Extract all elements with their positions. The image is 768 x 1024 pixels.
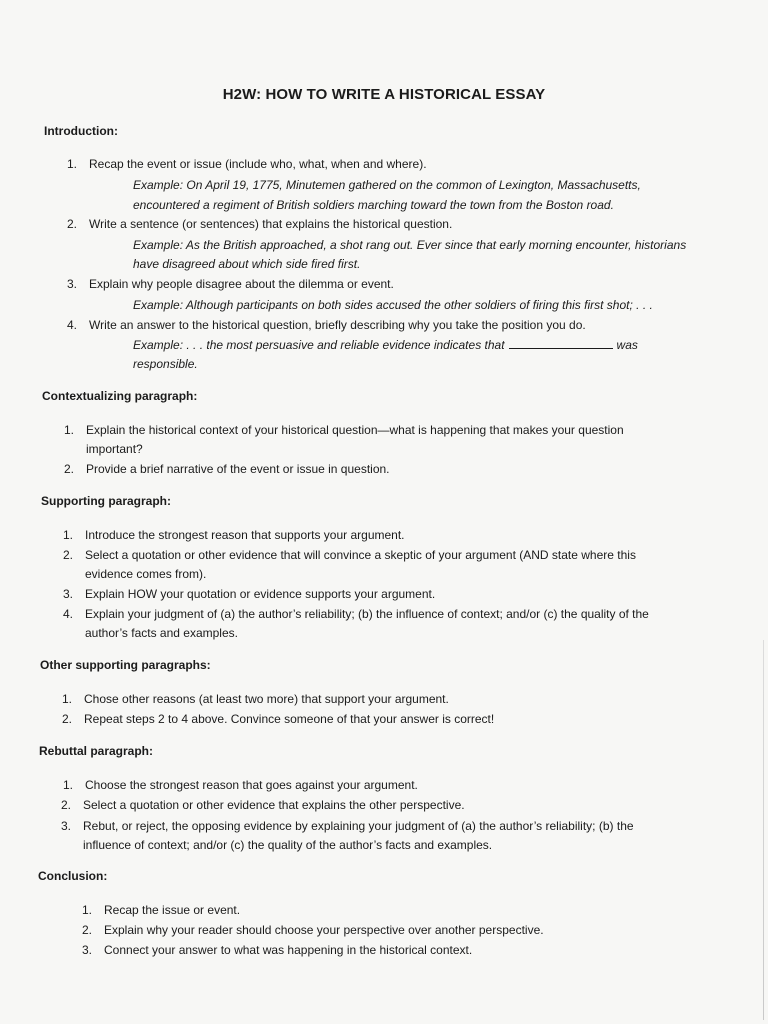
list-number: 1. bbox=[62, 692, 73, 706]
list-text: Recap the event or issue (include who, what, when and where). bbox=[89, 157, 427, 171]
list-number: 3. bbox=[67, 277, 78, 291]
list-text: influence of context; and/or (c) the quality of the author’s facts and examples. bbox=[83, 838, 493, 852]
rebuttal-item-1 bbox=[63, 776, 725, 795]
list-text: Repeat steps 2 to 4 above. Convince someone of that your answer is correct! bbox=[84, 712, 495, 726]
answer-blank bbox=[509, 337, 613, 349]
page-edge-shadow bbox=[763, 640, 764, 1020]
list-text: Write an answer to the historical question, briefly describing why you take the position you do. bbox=[89, 318, 586, 332]
list-text: Explain why people disagree about the dilemma or event. bbox=[89, 277, 394, 291]
list-text: Choose the strongest reason that goes against your argument. bbox=[85, 778, 418, 792]
rebuttal-item-3 bbox=[61, 817, 755, 855]
list-number: 2. bbox=[82, 923, 93, 937]
heading-conclusion: Conclusion: bbox=[38, 869, 108, 883]
heading-introduction: Introduction: bbox=[44, 124, 118, 138]
list-text: Write a sentence (or sentences) that explains the historical question. bbox=[89, 217, 453, 231]
other-item-1 bbox=[62, 690, 724, 709]
page-title: H2W: HOW TO WRITE A HISTORICAL ESSAY bbox=[222, 86, 546, 103]
list-text: Chose other reasons (at least two more) that support your argument. bbox=[84, 692, 449, 706]
heading-rebuttal: Rebuttal paragraph: bbox=[39, 744, 154, 758]
heading-supporting: Supporting paragraph: bbox=[41, 494, 171, 508]
example-text: Example: . . . the most persuasive and reliable evidence indicates that bbox=[133, 338, 505, 352]
list-number: 2. bbox=[64, 462, 75, 476]
conclusion-item-1 bbox=[82, 901, 744, 920]
list-text: evidence comes from). bbox=[85, 567, 207, 581]
list-number: 1. bbox=[67, 157, 78, 171]
list-text: Connect your answer to what was happening in the historical context. bbox=[104, 943, 473, 957]
intro-item-1 bbox=[67, 155, 729, 174]
list-text: Rebut, or reject, the opposing evidence by explaining your judgment of (a) the author’s reliability; (b) the bbox=[83, 819, 634, 833]
other-item-2 bbox=[62, 710, 724, 729]
list-number: 2. bbox=[67, 217, 78, 231]
list-number: 3. bbox=[61, 819, 72, 833]
list-text: Select a quotation or other evidence that will convince a skeptic of your argument (AND state where this bbox=[85, 548, 636, 562]
example-line: Example: As the British approached, a shot rang out. Ever since that early morning encounter, historians bbox=[133, 238, 687, 252]
list-number: 3. bbox=[82, 943, 93, 957]
intro-item-4 bbox=[67, 316, 729, 335]
list-text: Explain HOW your quotation or evidence supports your argument. bbox=[85, 587, 436, 601]
example-line bbox=[133, 336, 733, 355]
list-text: Introduce the strongest reason that supports your argument. bbox=[85, 528, 405, 542]
example-line: Example: Although participants on both sides accused the other soldiers of firing this first shot; . . . bbox=[133, 298, 653, 312]
rebuttal-item-2 bbox=[61, 796, 723, 815]
heading-other-supporting: Other supporting paragraphs: bbox=[40, 658, 211, 672]
support-item-4 bbox=[63, 605, 755, 643]
example-line: encountered a regiment of British soldiers marching toward the town from the Boston road. bbox=[133, 198, 614, 212]
support-item-2 bbox=[63, 546, 745, 584]
context-item-2 bbox=[64, 460, 726, 479]
heading-contextualizing: Contextualizing paragraph: bbox=[42, 389, 198, 403]
conclusion-item-3 bbox=[82, 941, 744, 960]
list-text: Select a quotation or other evidence that explains the other perspective. bbox=[83, 798, 465, 812]
list-text: Explain your judgment of (a) the author’s reliability; (b) the influence of context; and/or (c) the quality of the bbox=[85, 607, 649, 621]
list-number: 4. bbox=[63, 607, 74, 621]
list-text: Explain why your reader should choose your perspective over another perspective. bbox=[104, 923, 544, 937]
support-item-1 bbox=[63, 526, 725, 545]
list-text: Provide a brief narrative of the event or issue in question. bbox=[86, 462, 390, 476]
list-text: Recap the issue or event. bbox=[104, 903, 241, 917]
list-text: Explain the historical context of your historical question—what is happening that makes your question bbox=[86, 423, 624, 437]
list-text: author’s facts and examples. bbox=[85, 626, 238, 640]
list-number: 2. bbox=[63, 548, 74, 562]
intro-item-3 bbox=[67, 275, 729, 294]
example-line: responsible. bbox=[133, 357, 198, 371]
list-number: 3. bbox=[63, 587, 74, 601]
conclusion-item-2 bbox=[82, 921, 744, 940]
intro-item-2 bbox=[67, 215, 729, 234]
example-text: was bbox=[616, 338, 638, 352]
list-number: 1. bbox=[63, 778, 74, 792]
list-number: 1. bbox=[64, 423, 75, 437]
support-item-3 bbox=[63, 585, 725, 604]
example-line: have disagreed about which side fired first. bbox=[133, 257, 361, 271]
list-number: 1. bbox=[82, 903, 93, 917]
list-text: important? bbox=[86, 442, 143, 456]
list-number: 2. bbox=[61, 798, 72, 812]
list-number: 4. bbox=[67, 318, 78, 332]
context-item-1 bbox=[64, 421, 746, 459]
list-number: 1. bbox=[63, 528, 74, 542]
example-line: Example: On April 19, 1775, Minutemen gathered on the common of Lexington, Massachusetts, bbox=[133, 178, 641, 192]
list-number: 2. bbox=[62, 712, 73, 726]
